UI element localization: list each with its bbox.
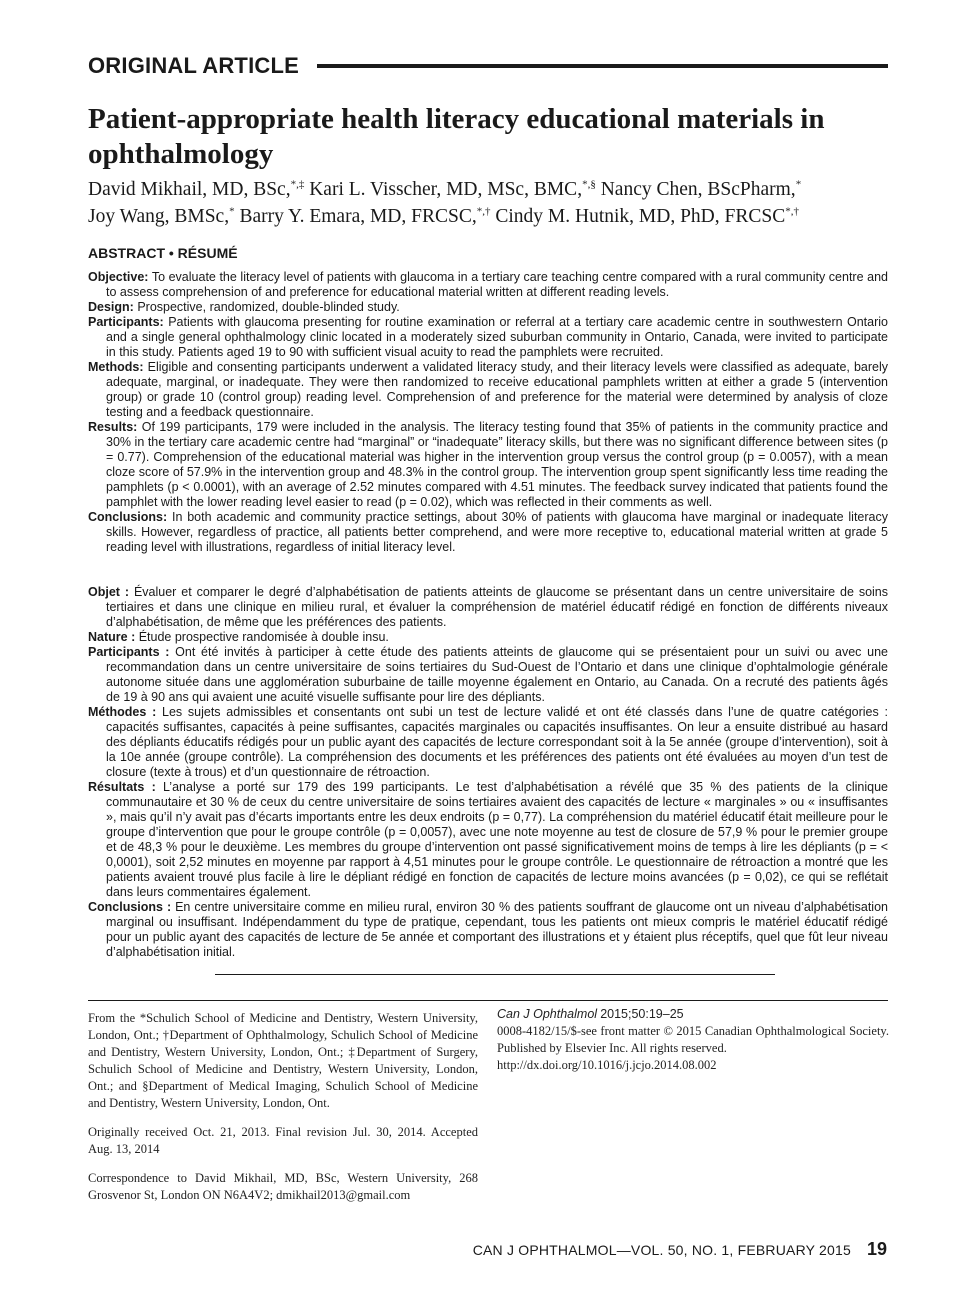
abstract-french <box>88 585 888 960</box>
resume-section-text: L’analyse a porté sur 179 des 199 participants. Le test d’alphabétisation a révélé que 35 % des patients de la clinique communautaire et 30 % de ceux du centre universitaire de soins tertiaires avaient des capacités de lecture « marginales » ou « insuffisantes », mais qu’il n’y avait pas d’écarts importants entre les deux endroits (p = 0,77). La compréhension du matériel éducatif était meilleure pour le groupe d’intervention que pour le groupe contrôle (p = 0,0057), avec une note moyenne au test de closure de 57,9 % pour le premier groupe et de 48,3 % pour le deuxième. Les membres du groupe d’intervention ont passé significativement moins de temps à lire les dépliants (p = < 0,0001), soit 2,52 minutes en moyenne par rapport à 4,51 minutes pour le groupe contrôle. Le questionnaire de rétroaction a montré que les patients avaient trouvé plus facile à lire le dépliant rédigé en fonction de capacités de lecture moins avancées (p = 0,02), ce qui se reflétait dans leurs commentaires également. <box>106 780 888 899</box>
article-title: Patient-appropriate health literacy educational materials in ophthalmology <box>88 103 825 170</box>
header-rule <box>317 64 888 68</box>
citation-block <box>497 1006 889 1074</box>
abstract-heading: ABSTRACT • RÉSUMÉ <box>88 245 238 261</box>
abstract-section-label: Results: <box>88 420 138 434</box>
affiliation-footnotes <box>88 1010 478 1216</box>
abstract-section-label: Objective: <box>88 270 149 284</box>
resume-section-label: Méthodes : <box>88 705 157 719</box>
resume-section-text: Évaluer et comparer le degré d’alphabétisation de patients atteints de glaucome se présentant dans un centre universitaire de soins tertiaires et dans une clinique en milieu rural, et évaluer la compréhension de matériel éducatif rédigé en fonction de différents niveaux d’alphabétisation, de même que les préférences des patients. <box>106 585 888 629</box>
author-name: Barry Y. Emara, MD, FRCSC, <box>239 206 477 227</box>
abstract-section <box>88 420 888 510</box>
abstract-section-text: Prospective, randomized, double-blinded study. <box>137 300 400 314</box>
abstract-section-text: Of 199 participants, 179 were included in the analysis. The literacy testing found that 35% of patients in the community practice and 30% in the tertiary care academic centre had “marginal” or “inadequate” literacy skills, but there was no significant difference between sites (p = 0.77). Comprehension of the educational material was higher in the intervention group versus the control group (p = 0.0057), with a mean cloze score of 57.9% in the intervention group and 48.3% in the control group. The intervention group spent significantly less time reading the pamphlets (p < 0.0001), with an average of 2.52 minutes compared with 4.51 minutes. The feedback survey indicated that patients found the pamphlet with the lower reading level easier to read (p = 0.02), which was reflected in their comments as well. <box>106 420 888 509</box>
running-footer-text: CAN J OPHTHALMOL—VOL. 50, NO. 1, FEBRUARY 2015 <box>472 1242 851 1258</box>
author-name: Joy Wang, BMSc, <box>88 206 230 227</box>
correspondence-note: Correspondence to David Mikhail, MD, BSc, Western University, 268 Grosvenor St, London ON N6A4V2; dmikhail2013@gmail.com <box>88 1171 478 1202</box>
author-affiliation: *,§ <box>582 178 596 191</box>
resume-section <box>88 780 888 900</box>
author-affiliation: * <box>795 178 802 191</box>
abstract-section <box>88 270 888 300</box>
abstract-section <box>88 315 888 360</box>
affiliations-note: From the *Schulich School of Medicine and Dentistry, Western University, London, Ont.; †Department of Ophthalmology, Schulich School of Medicine and Dentistry, Western University, London, Ont.; ‡Department of Surgery, Schulich School of Medicine and Dentistry, Western University, London, Ont.; and §Department of Medical Imaging, Schulich School of Medicine and Dentistry, Western University, London, Ont. <box>88 1011 478 1110</box>
author-name: Cindy M. Hutnik, MD, PhD, FRCSC <box>495 206 786 227</box>
resume-section <box>88 630 888 645</box>
journal-name: Can J Ophthalmol <box>497 1007 598 1021</box>
resume-section-label: Conclusions : <box>88 900 172 914</box>
abstract-section-label: Participants: <box>88 315 164 329</box>
resume-section-text: En centre universitaire comme en milieu rural, environ 30 % des patients souffrant de glaucome ont un niveau d’alphabétisation marginal ou insuffisant. Indépendamment du type de pratique, cependant, tous les patients ont mieux compris le matériel éducatif rédigé pour un public ayant des capacités de lecture de 5e année et comportant des illustrations et y étaient plus réceptifs, quel que fût leur niveau d’alphabétisation initial. <box>106 900 888 959</box>
abstract-section-label: Methods: <box>88 360 144 374</box>
resume-section-text: Les sujets admissibles et consentants ont subi un test de lecture validé et ont été classés dans l’une de quatre catégories : capacités suffisantes, capacités à peine suffisantes, capacités marginales ou capacités insuffisantes. On leur a ensuite distribué au hasard des dépliants éducatifs rédigés pour un public ayant des capacités de lecture correspondant soit à la 5e année (groupe d’intervention), soit à la 10e année (groupe contrôle). La compréhension des documents et les préférences des patients ont été évaluées au moyen d’un test de closure (texte à trous) et d’un questionnaire de rétroaction. <box>106 705 888 779</box>
resume-section-label: Objet : <box>88 585 130 599</box>
copyright-notice: 0008-4182/15/$-see front matter © 2015 Canadian Ophthalmological Society. Published by Elsevier Inc. All rights reserved. <box>497 1024 889 1055</box>
abstract-section-text: To evaluate the literacy level of patients with glaucoma in a tertiary care teaching centre compared with a rural community centre and to assess comprehension of and preference for educational material written at different reading levels. <box>106 270 888 299</box>
author-list <box>88 176 888 230</box>
received-dates-note: Originally received Oct. 21, 2013. Final revision Jul. 30, 2014. Accepted Aug. 13, 2014 <box>88 1125 478 1156</box>
author-name: Nancy Chen, BScPharm, <box>600 179 796 200</box>
resume-section-label: Participants : <box>88 645 170 659</box>
abstract-english <box>88 270 888 555</box>
abstract-section-label: Design: <box>88 300 134 314</box>
resume-section-label: Résultats : <box>88 780 156 794</box>
abstract-section-text: In both academic and community practice settings, about 30% of patients with glaucoma have marginal or inadequate literacy skills. However, regardless of practice, all patients better comprehend, and were more receptive to, educational material written at grade 5 reading level with illustrations, regardless of initial literacy level. <box>106 510 888 554</box>
doi-link[interactable]: http://dx.doi.org/10.1016/j.jcjo.2014.08.002 <box>497 1058 717 1072</box>
author-name: Kari L. Visscher, MD, MSc, BMC, <box>309 179 583 200</box>
author-name: David Mikhail, MD, BSc, <box>88 179 291 200</box>
abstract-section <box>88 510 888 555</box>
abstract-section-text: Eligible and consenting participants underwent a validated literacy study, and their literacy levels were classified as adequate, barely adequate, marginal, or inadequate. They were then randomized to receive educational pamphlets written at either a grade 5 (intervention group) or grade 10 (control group) reading level. Comprehension of and preference for the material were determined by analysis of cloze testing and a feedback questionnaire. <box>106 360 888 419</box>
volume-info: 2015;50:19–25 <box>600 1007 684 1021</box>
resume-section-text: Ont été invités à participer à cette étude des patients atteints de glaucome qui se présentaient pour un suivi ou avec une recommandation dans un centre universitaire de soins tertiaires du Sud-Ouest de l’Ontario et dans une clinique d’ophtalmologie générale autonome située dans une agglomération suburbaine de taille moyenne également en Ontario, au Canada. On a recruté des patients âgés de 19 à 90 ans qui avaient une acuité visuelle suffisante pour lire des dépliants. <box>106 645 888 704</box>
article-header <box>88 52 888 80</box>
running-footer <box>473 1239 887 1260</box>
section-label: ORIGINAL ARTICLE <box>88 53 299 78</box>
abstract-section <box>88 360 888 420</box>
author-affiliation: *,† <box>476 205 491 218</box>
abstract-section-label: Conclusions: <box>88 510 168 524</box>
author-affiliation: *,† <box>785 205 799 218</box>
resume-section-label: Nature : <box>88 630 136 644</box>
abstract-section-text: Patients with glaucoma presenting for routine examination or referral at a tertiary care academic centre in southwestern Ontario and a single general ophthalmology clinic located in a moderately sized suburban community in Ontario, Canada, were invited to participate in this study. Patients aged 19 to 90 with sufficient visual acuity to read the pamphlets were recruited. <box>106 315 889 359</box>
resume-section <box>88 585 888 630</box>
resume-section-text: Étude prospective randomisée à double insu. <box>138 630 389 644</box>
footnote-rule <box>88 1000 888 1001</box>
resume-section <box>88 705 888 780</box>
page-number: 19 <box>866 1239 887 1259</box>
author-affiliation: *,‡ <box>290 178 305 191</box>
citation-line <box>497 1006 889 1023</box>
abstract-end-rule <box>215 974 775 975</box>
resume-section <box>88 900 888 960</box>
author-affiliation: * <box>229 205 235 218</box>
resume-section <box>88 645 888 705</box>
abstract-section <box>88 300 888 315</box>
